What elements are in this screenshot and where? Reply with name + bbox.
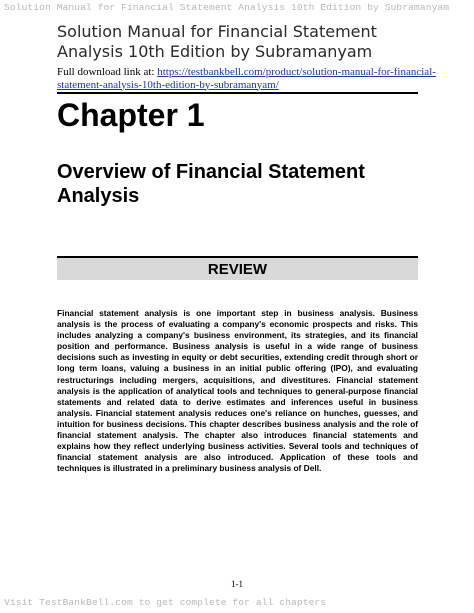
footer-watermark: Visit TestBankBell.com to get complete for all chapters (4, 597, 327, 608)
header-watermark: Solution Manual for Financial Statement Analysis 10th Edition by Subramanyam (4, 2, 450, 13)
review-label: REVIEW (207, 260, 268, 278)
download-line (57, 66, 437, 91)
review-section-banner (57, 256, 418, 280)
page-number: 1-1 (231, 579, 243, 589)
chapter-divider (57, 92, 418, 94)
document-title: Solution Manual for Financial Statement Analysis 10th Edition by Subramanyam (57, 22, 377, 61)
download-prefix: Full download link at: (57, 66, 158, 78)
chapter-heading: Chapter 1 (57, 97, 205, 133)
chapter-title: Overview of Financial Statement Analysis (57, 161, 365, 207)
download-link[interactable]: https://testbankbell.com/product/solution-manual-for-financial-statement-analysis-10th-edition-by-subramanyam/ (57, 66, 436, 91)
review-paragraph: Financial statement analysis is one important step in business analysis. Business analysis is the process of evaluating a company's economic prospects and risks. This includes analyzing a company's business environment, its strategies, and its financial position and performance. Business analysis is useful in a wide range of business decisions such as investing in equity or debt securities, extending credit through short or long term loans, valuing a business in an initial public offering (IPO), and evaluating restructurings including mergers, acquisitions, and divestitures. Financial statement analysis is the application of analytical tools and techniques to general-purpose financial statements and related data to derive estimates and inferences useful in business analysis. Financial statement analysis reduces one's reliance on hunches, guesses, and intuition for business decisions. This chapter describes business analysis and the role of financial statement analysis. The chapter also introduces financial statements and explains how they reflect underlying business activities. Several tools and techniques of financial statement analysis are also introduced. Application of these tools and techniques is illustrated in a preliminary business analysis of Dell. (57, 308, 418, 474)
